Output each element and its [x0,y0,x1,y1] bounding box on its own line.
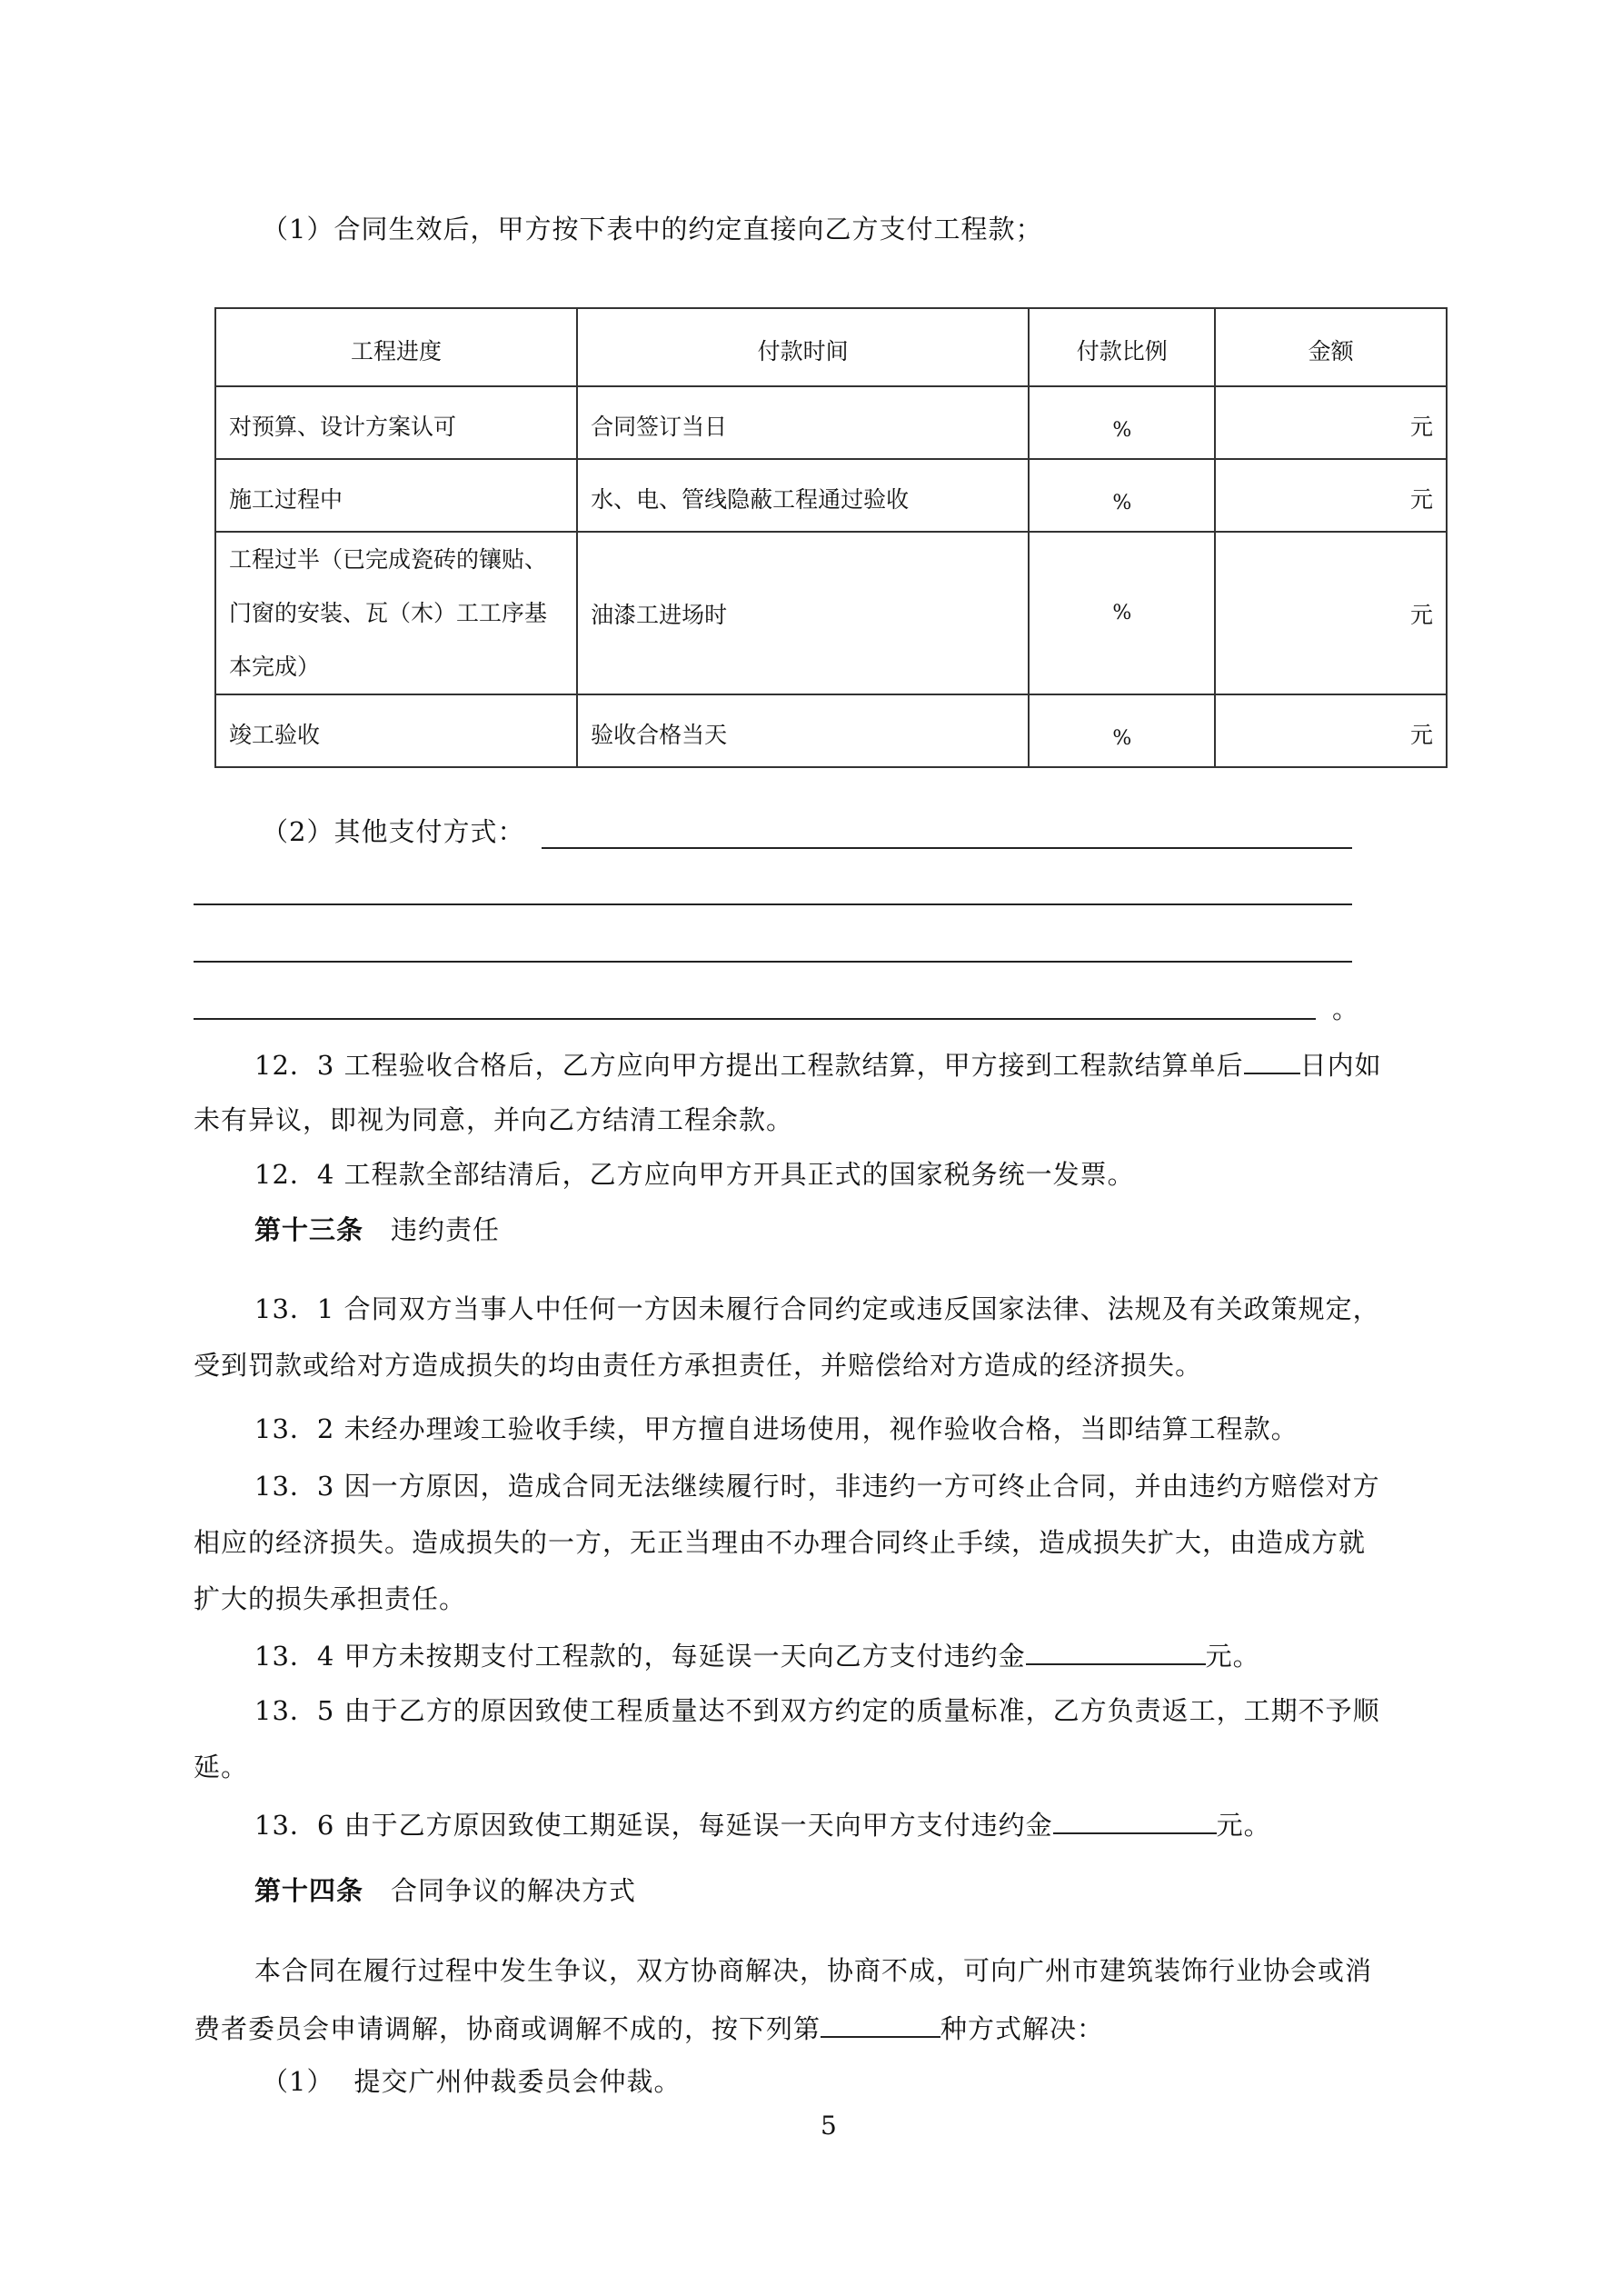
table-row [215,459,1447,532]
cell-payment-time: 验收合格当天 [577,694,1029,767]
table-row [215,532,1447,694]
other-payment-end-mark: 。 [1332,993,1360,1024]
clause-13-3-line-3: 扩大的损失承担责任。 [194,1583,467,1614]
cell-amount[interactable]: 元 [1215,459,1447,532]
cell-progress: 施工过程中 [215,459,577,532]
cell-amount[interactable]: 元 [1215,386,1447,459]
clause-13-3-line-1: 13．3 因一方原因，造成合同无法继续履行时，非违约一方可终止合同，并由违约方赔偿对方 [254,1471,1380,1502]
header-payment-time: 付款时间 [577,308,1029,386]
payment-intro: （1）合同生效后，甲方按下表中的约定直接向乙方支付工程款； [262,214,1043,245]
article-13-title: 违约责任 [391,1214,501,1245]
clause-13-5-line-2: 延。 [194,1752,249,1782]
cell-ratio[interactable]: % [1029,532,1215,694]
header-progress: 工程进度 [215,308,577,386]
clause-12-4: 12．4 工程款全部结清后，乙方应向甲方开具正式的国家税务统一发票。 [254,1159,1135,1190]
other-payment-blank-line-1[interactable] [542,847,1352,849]
clause-13-4-unit: 元。 [1205,1641,1260,1672]
article-14-number: 第十四条 [254,1875,364,1906]
clause-13-2: 13．2 未经办理竣工验收手续，甲方擅自进场使用，视作验收合格，当即结算工程款。 [254,1413,1299,1444]
clause-14-line-2 [194,2009,1104,2047]
cell-progress-line: 门窗的安装、瓦（木）工工序基 [229,600,548,626]
table-header-row [215,308,1447,386]
article-14-heading [254,1872,636,1909]
article-13-number: 第十三条 [254,1214,364,1245]
page-number: 5 [821,2111,837,2141]
clause-12-3-line-1 [254,1045,1382,1083]
cell-ratio[interactable]: % [1029,694,1215,767]
table-row [215,694,1447,767]
cell-progress: 对预算、设计方案认可 [215,386,577,459]
cell-progress: 竣工验收 [215,694,577,767]
other-payment-blank-line-4[interactable] [194,1018,1316,1020]
cell-progress-line: 工程过半（已完成瓷砖的镶贴、 [229,546,548,573]
cell-progress [215,532,577,694]
cell-amount[interactable]: 元 [1215,694,1447,767]
clause-12-3-text: 12．3 工程验收合格后，乙方应向甲方提出工程款结算，甲方接到工程款结算单后 [254,1050,1244,1081]
other-payment-blank-line-3[interactable] [194,961,1352,963]
other-payment-blank-line-2[interactable] [194,903,1352,905]
article-13-heading [254,1212,500,1248]
owner-penalty-amount-blank[interactable] [1026,1636,1206,1665]
clause-13-4 [254,1636,1260,1674]
clause-13-1-line-2: 受到罚款或给对方造成损失的均由责任方承担责任，并赔偿给对方造成的经济损失。 [194,1350,1203,1381]
clause-13-5-line-1: 13．5 由于乙方的原因致使工程质量达不到双方约定的质量标准，乙方负责返工，工期不予顺 [254,1695,1380,1726]
clause-12-3-text-end: 日内如 [1299,1050,1382,1081]
clause-13-4-text: 13．4 甲方未按期支付工程款的，每延误一天向乙方支付违约金 [254,1641,1026,1672]
table-row [215,386,1447,459]
contractor-penalty-amount-blank[interactable] [1053,1805,1217,1834]
cell-payment-time: 合同签订当日 [577,386,1029,459]
other-payment-label: （2）其他支付方式： [262,816,525,847]
settlement-days-blank[interactable] [1244,1045,1300,1074]
clause-14-text-end: 种方式解决： [940,2013,1105,2044]
clause-14-line-1: 本合同在履行过程中发生争议，双方协商解决，协商不成，可向广州市建筑装饰行业协会或消 [254,1955,1373,1986]
header-payment-ratio: 付款比例 [1029,308,1215,386]
cell-ratio[interactable]: % [1029,459,1215,532]
dispute-option-1 [262,2063,681,2100]
dispute-method-choice-blank[interactable] [821,2009,940,2038]
cell-payment-time: 油漆工进场时 [577,532,1029,694]
dispute-option-1-number: （1） [262,2066,334,2097]
clause-12-3-line-2: 未有异议，即视为同意，并向乙方结清工程余款。 [194,1104,794,1135]
clause-13-6 [254,1805,1271,1843]
cell-payment-time: 水、电、管线隐蔽工程通过验收 [577,459,1029,532]
article-14-title: 合同争议的解决方式 [391,1875,637,1906]
cell-ratio[interactable]: % [1029,386,1215,459]
dispute-option-1-text: 提交广州仲裁委员会仲裁。 [353,2066,682,2097]
clause-13-3-line-2: 相应的经济损失。造成损失的一方，无正当理由不办理合同终止手续，造成损失扩大，由造成方就 [194,1527,1367,1558]
clause-13-6-text: 13．6 由于乙方原因致使工期延误，每延误一天向甲方支付违约金 [254,1810,1053,1841]
clause-13-6-unit: 元。 [1216,1810,1271,1841]
payment-schedule-table [214,307,1448,768]
cell-amount[interactable]: 元 [1215,532,1447,694]
header-amount: 金额 [1215,308,1447,386]
cell-progress-line: 本完成） [229,654,321,680]
clause-13-1-line-1: 13．1 合同双方当事人中任何一方因未履行合同约定或违反国家法律、法规及有关政策规定， [254,1293,1380,1324]
clause-14-text: 费者委员会申请调解，协商或调解不成的，按下列第 [194,2013,821,2044]
